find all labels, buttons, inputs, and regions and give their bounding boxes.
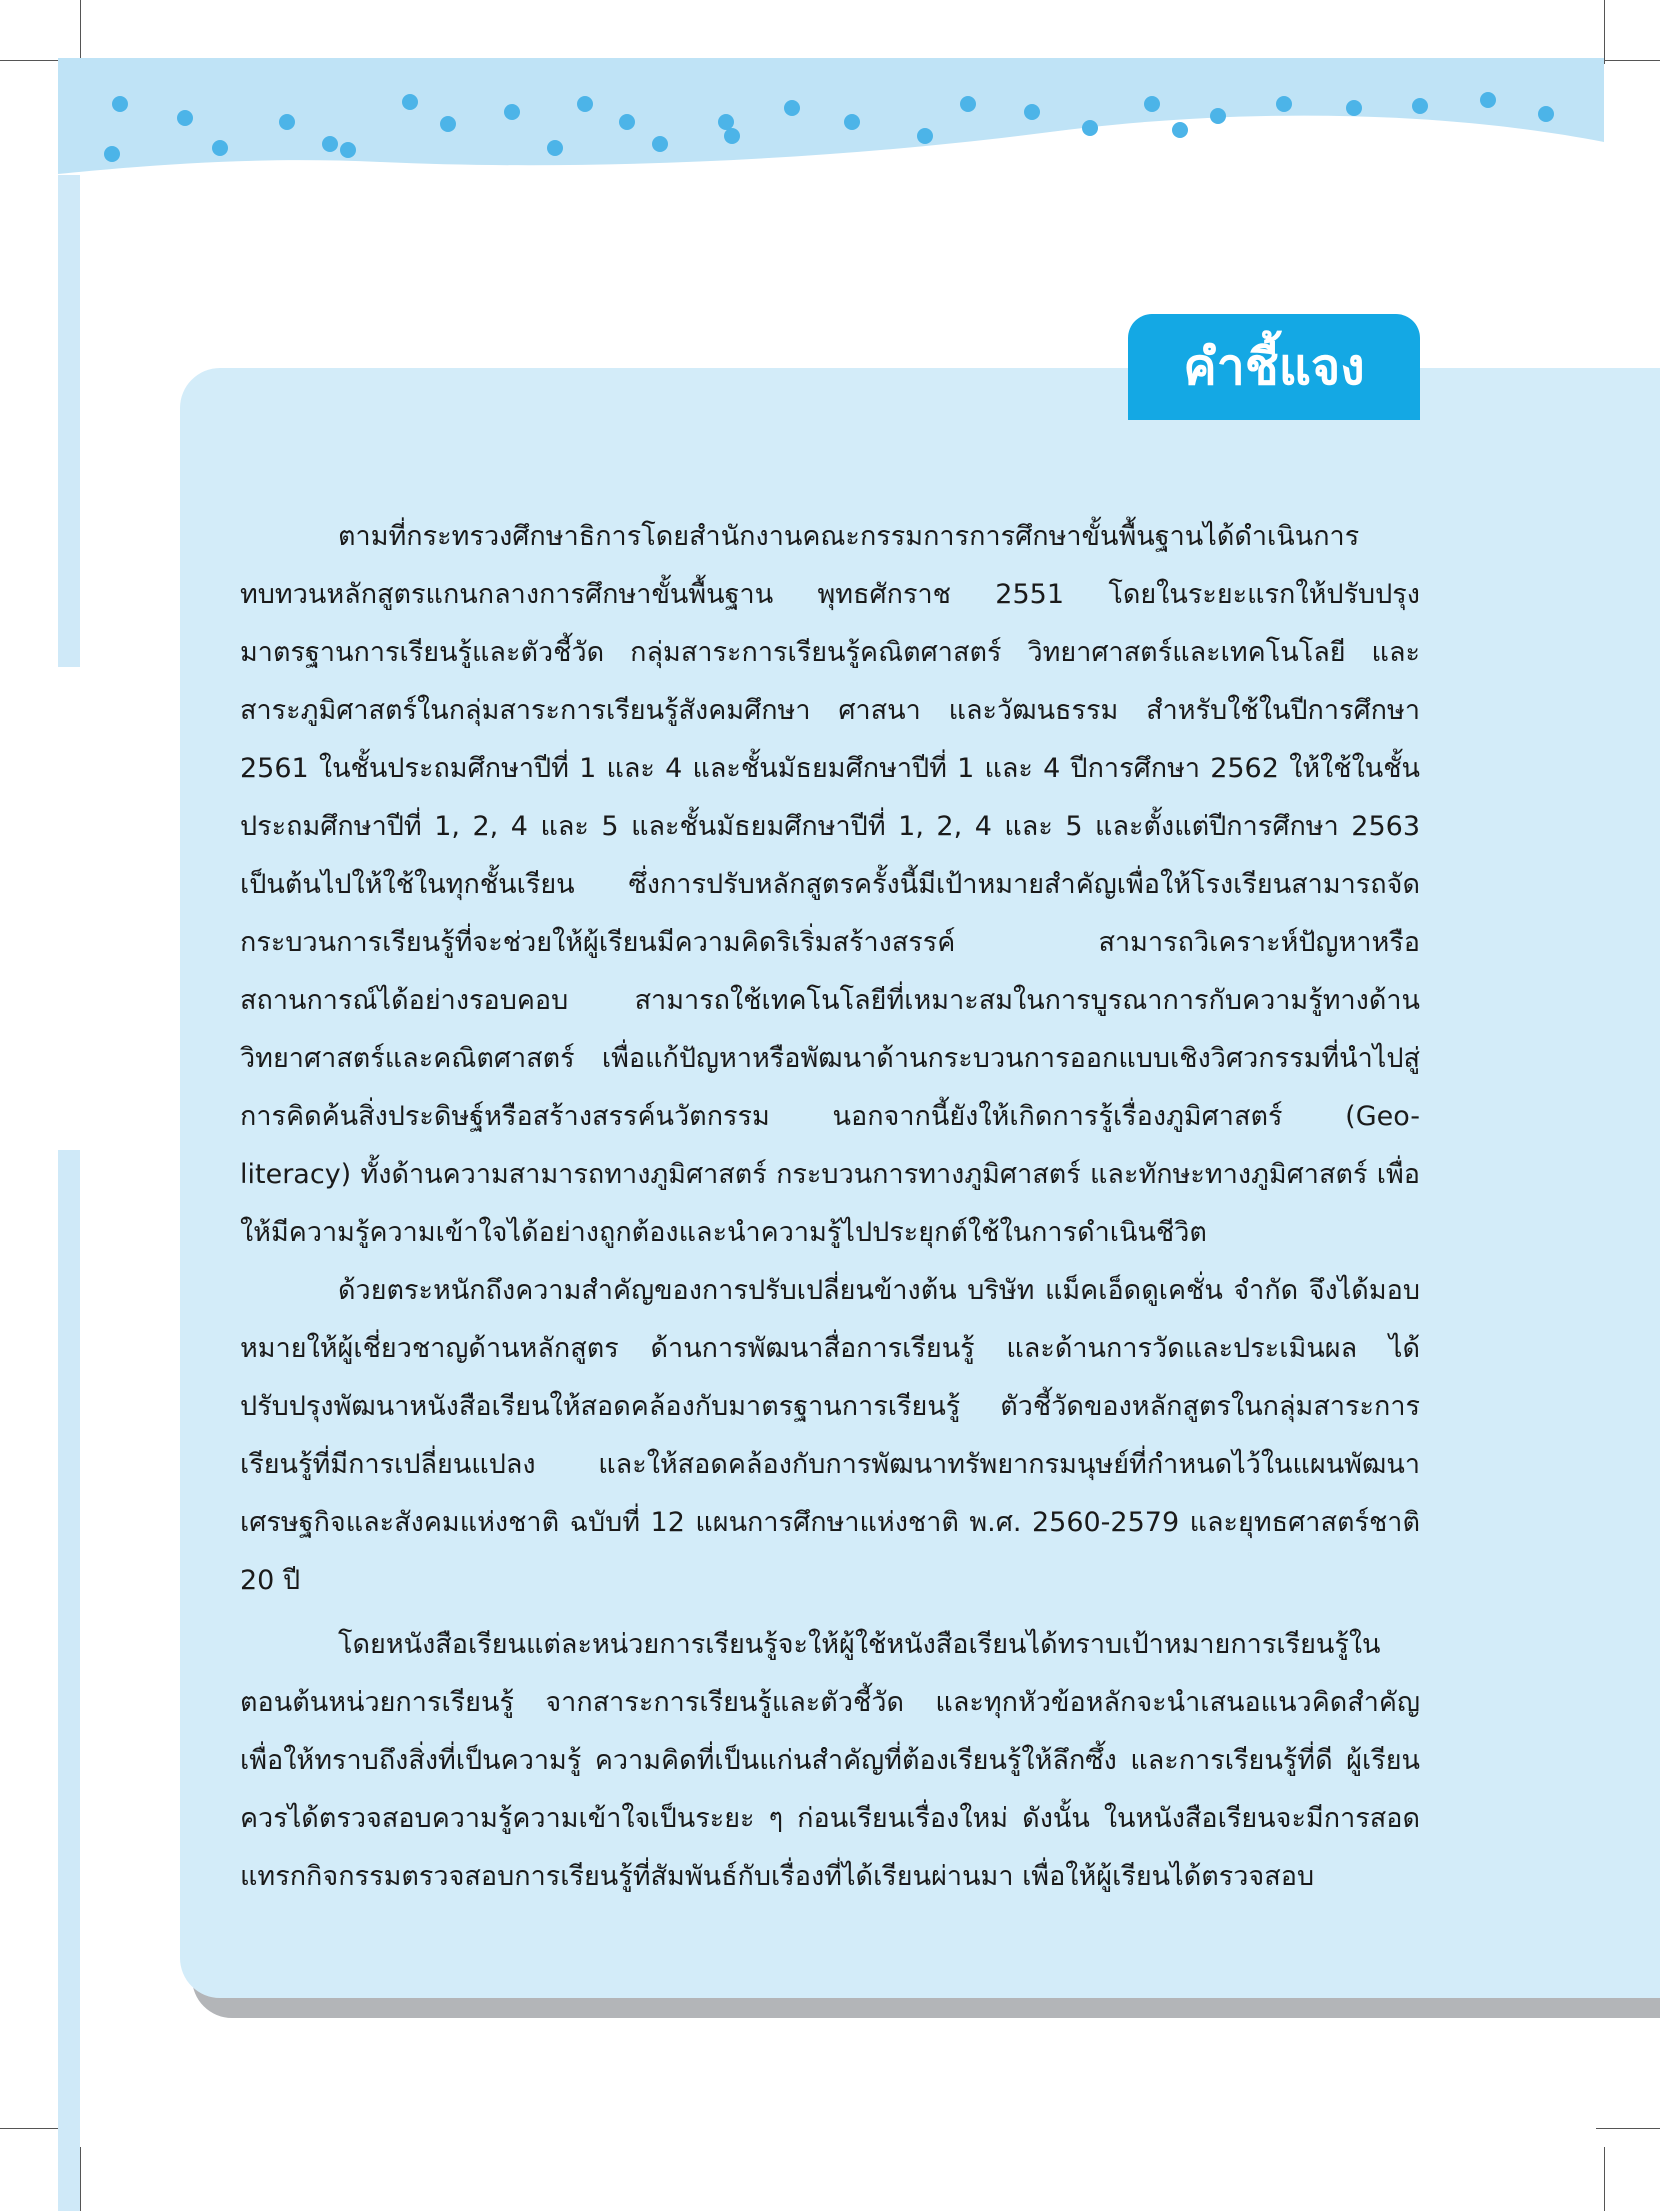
banner-dot <box>279 114 295 130</box>
banner-dot <box>104 146 120 162</box>
banner-dot <box>577 96 593 112</box>
heading-tab <box>1128 314 1420 420</box>
paragraph: โดยหนังสือเรียนแต่ละหน่วยการเรียนรู้จะให้ผู้ใช้หนังสือเรียนได้ทราบเป้าหมายการเรียนรู้ในตอนต้นหน่วยการเรียนรู้ จากสาระการเรียนรู้และตัวชี้วัด และทุกหัวข้อหลักจะนำเสนอแนวคิดสำคัญ เพื่อให้ทราบถึงสิ่งที่เป็นความรู้ ความคิดที่เป็นแก่นสำคัญที่ต้องเรียนรู้ให้ลึกซึ้ง และการเรียนรู้ที่ดี ผู้เรียนควรได้ตรวจสอบความรู้ความเข้าใจเป็นระยะ ๆ ก่อนเรียนเรื่องใหม่ ดังนั้น ในหนังสือเรียนจะมีการสอดแทรกกิจกรรมตรวจสอบการเรียนรู้ที่สัมพันธ์กับเรื่องที่ได้เรียนผ่านมา เพื่อให้ผู้เรียนได้ตรวจสอบ <box>240 1629 1420 1892</box>
banner-dot <box>340 142 356 158</box>
banner-dot <box>212 140 228 156</box>
crop-mark <box>0 2128 64 2129</box>
banner-dot <box>1172 122 1188 138</box>
crop-mark <box>1604 2147 1605 2211</box>
banner-dot <box>547 140 563 156</box>
paragraph: ตามที่กระทรวงศึกษาธิการโดยสำนักงานคณะกรรมการการศึกษาขั้นพื้นฐานได้ดำเนินการทบทวนหลักสูตรแกนกลางการศึกษาขั้นพื้นฐาน พุทธศักราช 2551 โดยในระยะแรกให้ปรับปรุงมาตรฐานการเรียนรู้และตัวชี้วัด กลุ่มสาระการเรียนรู้คณิตศาสตร์ วิทยาศาสตร์และเทคโนโลยี และสาระภูมิศาสตร์ในกลุ่มสาระการเรียนรู้สังคมศึกษา ศาสนา และวัฒนธรรม สำหรับใช้ในปีการศึกษา 2561 ในชั้นประถมศึกษาปีที่ 1 และ 4 และชั้นมัธยมศึกษาปีที่ 1 และ 4 ปีการศึกษา 2562 ให้ใช้ในชั้นประถมศึกษาปีที่ 1, 2, 4 และ 5 และชั้นมัธยมศึกษาปีที่ 1, 2, 4 และ 5 และตั้งแต่ปีการศึกษา 2563 เป็นต้นไปให้ใช้ในทุกชั้นเรียน ซึ่งการปรับหลักสูตรครั้งนี้มีเป้าหมายสำคัญเพื่อให้โรงเรียนสามารถจัดกระบวนการเรียนรู้ที่จะช่วยให้ผู้เรียนมีความคิดริเริ่มสร้างสรรค์ สามารถวิเคราะห์ปัญหาหรือสถานการณ์ได้อย่างรอบคอบ สามารถใช้เทคโนโลยีที่เหมาะสมในการบูรณาการกับความรู้ทางด้านวิทยาศาสตร์และคณิตศาสตร์ เพื่อแก้ปัญหาหรือพัฒนาด้านกระบวนการออกแบบเชิงวิศวกรรมที่นำไปสู่การคิดค้นสิ่งประดิษฐ์หรือสร้างสรรค์นวัตกรรม นอกจากนี้ยังให้เกิดการรู้เรื่องภูมิศาสตร์ (Geo-literacy) ทั้งด้านความสามารถทางภูมิศาสตร์ กระบวนการทางภูมิศาสตร์ และทักษะทางภูมิศาสตร์ เพื่อให้มีความรู้ความเข้าใจได้อย่างถูกต้องและนำความรู้ไปประยุกต์ใช้ในการดำเนินชีวิต <box>240 521 1420 1248</box>
banner-dot <box>917 128 933 144</box>
banner-dot <box>177 110 193 126</box>
banner-dot <box>718 114 734 130</box>
banner-dot <box>844 114 860 130</box>
left-edge-strip <box>58 1150 80 2211</box>
paragraph: ด้วยตระหนักถึงความสำคัญของการปรับเปลี่ยนข้างต้น บริษัท แม็คเอ็ดดูเคชั่น จำกัด จึงได้มอบหมายให้ผู้เชี่ยวชาญด้านหลักสูตร ด้านการพัฒนาสื่อการเรียนรู้ และด้านการวัดและประเมินผล ได้ปรับปรุงพัฒนาหนังสือเรียนให้สอดคล้องกับมาตรฐานการเรียนรู้ ตัวชี้วัดของหลักสูตรในกลุ่มสาระการเรียนรู้ที่มีการเปลี่ยนแปลง และให้สอดคล้องกับการพัฒนาทรัพยากรมนุษย์ที่กำหนดไว้ในแผนพัฒนาเศรษฐกิจและสังคมแห่งชาติ ฉบับที่ 12 แผนการศึกษาแห่งชาติ พ.ศ. 2560-2579 และยุทธศาสตร์ชาติ 20 ปี <box>240 1275 1420 1596</box>
decorative-wave-banner <box>0 0 1660 190</box>
banner-dot <box>440 116 456 132</box>
crop-mark <box>1596 2128 1660 2129</box>
banner-dot <box>1480 92 1496 108</box>
banner-dot <box>1346 100 1362 116</box>
crop-mark <box>80 2147 81 2211</box>
banner-dot <box>402 94 418 110</box>
banner-dot <box>1412 98 1428 114</box>
banner-dot <box>112 96 128 112</box>
banner-dot <box>1082 120 1098 136</box>
banner-dot <box>504 104 520 120</box>
banner-dot <box>960 96 976 112</box>
banner-dot <box>1210 108 1226 124</box>
left-edge-strip <box>58 175 80 667</box>
banner-dot <box>322 136 338 152</box>
banner-dot <box>1538 106 1554 122</box>
page-title: คำชี้แจง <box>1183 337 1365 396</box>
body-text <box>240 508 1420 1906</box>
banner-dot <box>619 114 635 130</box>
banner-dot <box>652 136 668 152</box>
banner-dot <box>1024 104 1040 120</box>
banner-dot <box>784 100 800 116</box>
banner-dot <box>1276 96 1292 112</box>
banner-dot <box>1144 96 1160 112</box>
banner-dot <box>724 128 740 144</box>
